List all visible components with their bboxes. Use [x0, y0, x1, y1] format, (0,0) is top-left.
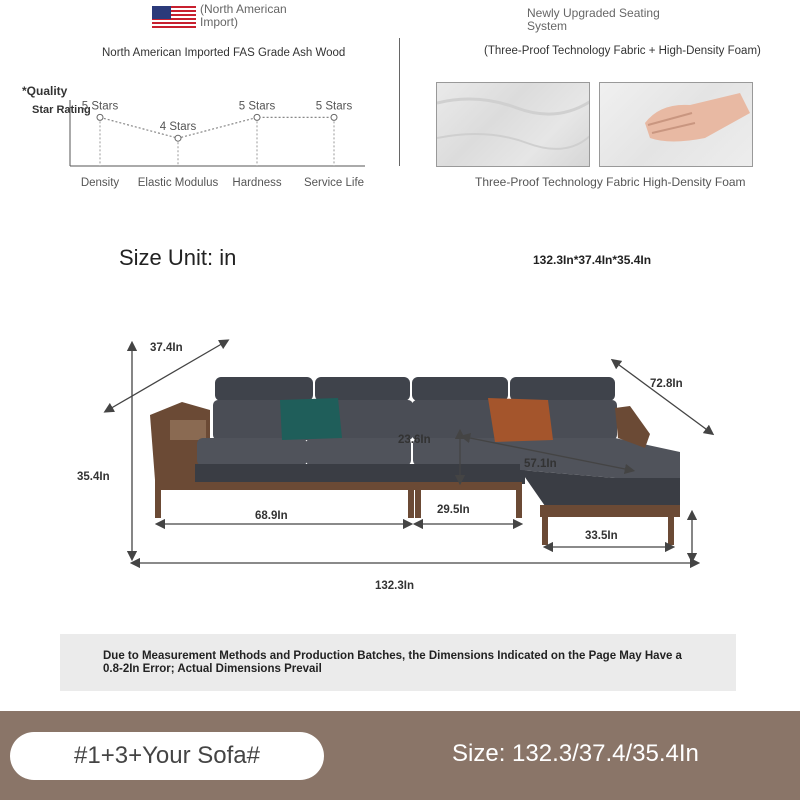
dim-left-seat-label: 68.9In: [255, 510, 288, 522]
dim-chaise-width-label: 33.5In: [585, 530, 618, 542]
rating-data-label: 5 Stars: [238, 100, 276, 113]
seating-title: Newly Upgraded Seating System: [527, 6, 660, 33]
sofa-dimension-drawing: [70, 330, 730, 605]
rating-category-label: Hardness: [232, 177, 282, 189]
product-tag-text: #1+3+Your Sofa#: [74, 742, 260, 769]
rating-data-label: 5 Stars: [315, 100, 353, 113]
fabric-swatch-image: [436, 82, 590, 167]
foam-swatch-image: [599, 82, 753, 167]
rating-point: [331, 114, 337, 120]
star-rating-label: Star Rating: [32, 104, 91, 116]
us-flag-icon: [152, 6, 196, 30]
origin-text: (North American Import): [200, 2, 287, 29]
dim-depth-label: 37.4In: [150, 342, 183, 354]
dim-height-label: 35.4In: [77, 471, 110, 483]
size-unit-heading: Size Unit: in: [119, 245, 237, 270]
dim-total-width-label: 132.3In: [375, 580, 414, 592]
section-divider: [399, 38, 400, 166]
note-text: Due to Measurement Methods and Production Batches, the Dimensions Indicated on the Page May Have a 0.8-2In Error; Actual Dimensions Prevail: [103, 650, 682, 675]
dim-middle-seat-label: 29.5In: [437, 504, 470, 516]
rating-series-line: [100, 117, 334, 138]
dim-chaise-depth-label: 72.8In: [650, 378, 683, 390]
rating-chart: [60, 95, 380, 195]
rating-category-label: Density: [80, 177, 120, 189]
banner-size-text: Size: 132.3/37.4/35.4In: [452, 740, 699, 767]
fabric-subtitle: (Three-Proof Technology Fabric + High-Density Foam): [484, 45, 761, 57]
dim-chaise-length-label: 57.1In: [524, 458, 557, 470]
quality-label: *Quality: [22, 84, 68, 98]
dimensions-summary: 132.3In*37.4In*35.4In: [533, 253, 652, 267]
swatch-caption: Three-Proof Technology Fabric High-Density Foam: [475, 175, 746, 189]
sofa-illustration: [150, 377, 680, 545]
rating-point: [175, 135, 181, 141]
rating-data-label: 5 Stars: [81, 100, 119, 113]
rating-point: [254, 114, 260, 120]
rating-data-label: 4 Stars: [159, 121, 197, 134]
rating-category-label: Service Life: [303, 177, 365, 189]
wood-title: North American Imported FAS Grade Ash Wood: [102, 47, 346, 59]
rating-category-label: Elastic Modulus: [137, 177, 219, 189]
rating-point: [97, 114, 103, 120]
dim-seat-height-label: 23.6In: [398, 434, 431, 446]
